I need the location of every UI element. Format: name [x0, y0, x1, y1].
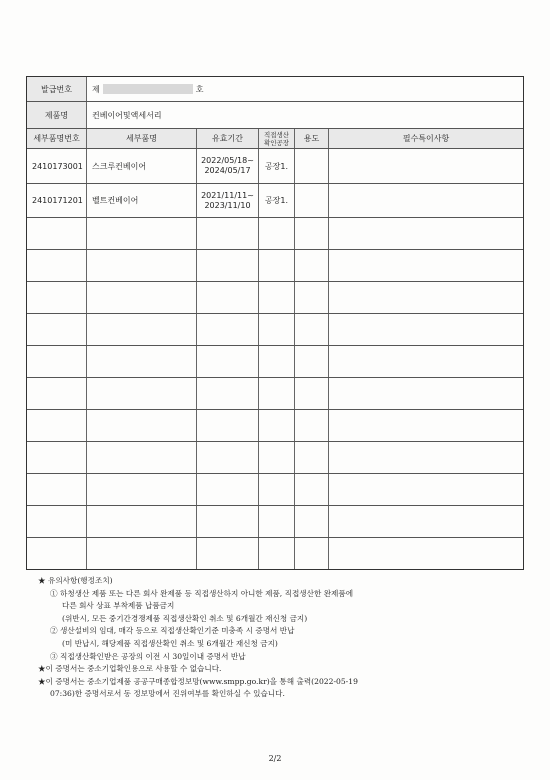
notice-item-1-cont: 다른 회사 상표 부착제품 납품금지: [62, 601, 175, 611]
empty-row: [27, 282, 523, 314]
notice-section: [38, 575, 518, 701]
empty-row: [27, 250, 523, 282]
notice-verification-cont: 07:36)한 증명서로서 동 정보망에서 진위여부를 확인하실 수 있습니다.: [50, 689, 285, 699]
notice-title: ★ 유의사항(행정조치): [38, 576, 113, 585]
empty-row: [27, 442, 523, 474]
col-header-period: 유효기간: [197, 129, 259, 148]
col-header-note: 필수특이사항: [329, 129, 523, 148]
notice-item-1: ① 하청생산 제품 또는 다른 회사 완제품 등 직접생산하지 아니한 제품, 직접생산한 완제품에: [50, 588, 354, 598]
row-note: [329, 184, 523, 217]
issue-number-label: 발급번호: [27, 77, 87, 101]
column-header-row: [27, 129, 523, 149]
col-header-name: 세부품명: [87, 129, 197, 148]
row-factory: 공장1.: [259, 184, 295, 217]
empty-row: [27, 538, 523, 569]
table-row: [27, 184, 523, 218]
notice-verification: ★이 증명서는 중소기업제품 공공구매종합정보망(www.smpp.go.kr)을 통해 출력(2022-05-19: [38, 676, 358, 686]
issue-number-value: [87, 77, 523, 101]
row-name: 벨트컨베이어: [87, 184, 197, 217]
certificate-table: [26, 76, 524, 570]
empty-row: [27, 474, 523, 506]
empty-row: [27, 218, 523, 250]
empty-row: [27, 506, 523, 538]
notice-item-1-penalty: (위반시, 모든 중기간경쟁제품 직접생산확인 취소 및 6개월간 재신청 금지): [62, 613, 308, 623]
notice-usage: ★이 증명서는 중소기업확인용으로 사용할 수 없습니다.: [38, 664, 222, 674]
issue-number-prefix: 제: [92, 84, 100, 94]
notice-item-2-penalty: (미 반납시, 해당제품 직접생산확인 취소 및 6개월간 재신청 금지): [62, 638, 278, 648]
empty-row: [27, 410, 523, 442]
row-factory: 공장1.: [259, 149, 295, 183]
col-header-code: 세부품명번호: [27, 129, 87, 148]
issue-number-row: [27, 77, 523, 102]
redacted-number: [103, 84, 193, 94]
row-code: 2410171201: [27, 184, 87, 217]
page-number: 2/2: [268, 754, 282, 763]
empty-row: [27, 314, 523, 346]
table-row: [27, 149, 523, 184]
notice-item-2: ② 생산설비의 임대, 매각 등으로 직접생산확인기준 미충족 시 증명서 반납: [50, 626, 295, 636]
notice-item-3: ③ 직접생산확인받은 공장의 이전 시 30일이내 증명서 반납: [50, 651, 246, 661]
col-header-factory: 직접생산 확인공장: [259, 129, 295, 148]
empty-row: [27, 346, 523, 378]
row-code: 2410173001: [27, 149, 87, 183]
row-period: 2021/11/11~ 2023/11/10: [197, 184, 259, 217]
product-name-value: 컨베이어및액세서리: [92, 110, 162, 120]
row-name: 스크루컨베이어: [87, 149, 197, 183]
issue-number-suffix: 호: [195, 84, 204, 94]
row-period: 2022/05/18~ 2024/05/17: [197, 149, 259, 183]
row-note: [329, 149, 523, 183]
product-name-label: 제품명: [27, 102, 87, 128]
row-use: [295, 149, 329, 183]
col-header-use: 용도: [295, 129, 329, 148]
row-use: [295, 184, 329, 217]
product-name-row: [27, 102, 523, 129]
empty-row: [27, 378, 523, 410]
